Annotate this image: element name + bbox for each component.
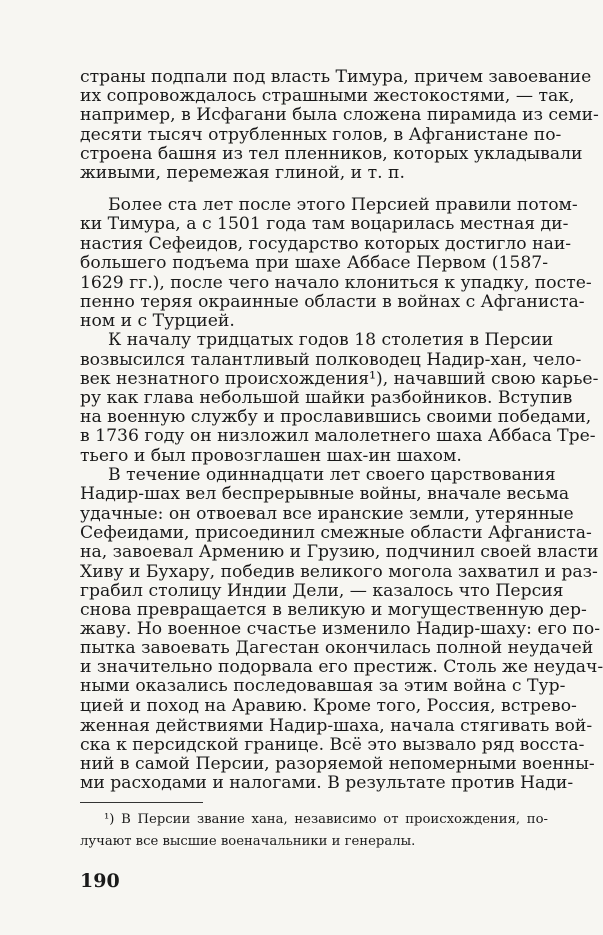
text-line: цией и поход на Аравию. Кроме того, Россия, встрево-: [80, 696, 577, 716]
text-line: их сопровождалось страшными жестокостями, — так,: [80, 86, 575, 106]
text-line: жаву. Но военное счастье изменило Надир-шаху: его по-: [80, 619, 601, 639]
text-line: тьего и был провозглашен шах-ин шахом.: [80, 446, 462, 466]
text-line: ном и с Турцией.: [80, 311, 235, 331]
text-line: Сефеидами, присоединил смежные области Афганиста-: [80, 523, 592, 543]
text-line: 1629 гг.), после чего начало клониться к упадку, посте-: [80, 273, 592, 293]
text-line: десяти тысяч отрубленных голов, в Афганистане по-: [80, 125, 562, 145]
text-line: и значительно подорвала его престиж. Столь же неудач-: [80, 657, 603, 677]
text-line: женная действиями Надир-шаха, начала стягивать вой-: [80, 716, 593, 736]
text-line: удачные: он отвоевал все иранские земли, утерянные: [80, 504, 574, 524]
text-line: большего подъема при шахе Аббасе Первом (1587-: [80, 253, 548, 273]
text-line: Хиву и Бухару, победив великого могола захватил и раз-: [80, 562, 598, 582]
text-line: пенно теряя окраинные области в войнах с Афганиста-: [80, 292, 585, 312]
text-line: строена башня из тел пленников, которых укладывали: [80, 144, 583, 164]
page-number: 190: [80, 870, 120, 892]
text-line: век незнатного происхождения¹), начавший свою карье-: [80, 369, 599, 389]
text-line: ний в самой Персии, разоряемой непомерными военны-: [80, 754, 595, 774]
footnote-divider: [80, 802, 203, 803]
text-line: пытка завоевать Дагестан окончилась полной неудачей: [80, 638, 594, 658]
text-line: настия Сефеидов, государство которых достигло наи-: [80, 234, 572, 254]
text-line: например, в Исфагани была сложена пирамида из семи-: [80, 105, 599, 125]
text-line: ки Тимура, а с 1501 года там воцарилась местная ди-: [80, 214, 569, 234]
text-line: ру как глава небольшой шайки разбойников. Вступив: [80, 388, 573, 408]
text-line: возвысился талантливый полководец Надир-хан, чело-: [80, 350, 582, 370]
text-line: на военную службу и прославившись своими победами,: [80, 407, 592, 427]
text-line: ми расходами и налогами. В результате против Нади-: [80, 773, 574, 793]
text-line: на, завоевал Армению и Грузию, подчинил своей власти: [80, 542, 599, 562]
text-line: живыми, перемежая глиной, и т. п.: [80, 163, 405, 183]
footnote-line: ¹) В Персии звание хана, независимо от происхождения, по-: [104, 812, 548, 827]
text-line: грабил столицу Индии Дели, — казалось что Персия: [80, 581, 564, 601]
text-line: страны подпали под власть Тимура, причем завоевание: [80, 67, 592, 87]
text-line: снова превращается в великую и могущественную дер-: [80, 600, 587, 620]
text-line: В течение одиннадцати лет своего царствования: [108, 465, 556, 485]
footnote-line: лучают все высшие военачальники и генералы.: [80, 834, 416, 849]
text-line: ными оказались последовавшая за этим война с Тур-: [80, 676, 566, 696]
text-line: К началу тридцатых годов 18 столетия в Персии: [108, 330, 554, 350]
text-line: Надир-шах вел беспрерывные войны, вначале весьма: [80, 484, 570, 504]
text-line: Более ста лет после этого Персией правили потом-: [108, 195, 578, 215]
text-line: ска к персидской границе. Всё это вызвало ряд восста-: [80, 735, 585, 755]
text-line: в 1736 году он низложил малолетнего шаха Аббаса Тре-: [80, 426, 596, 446]
